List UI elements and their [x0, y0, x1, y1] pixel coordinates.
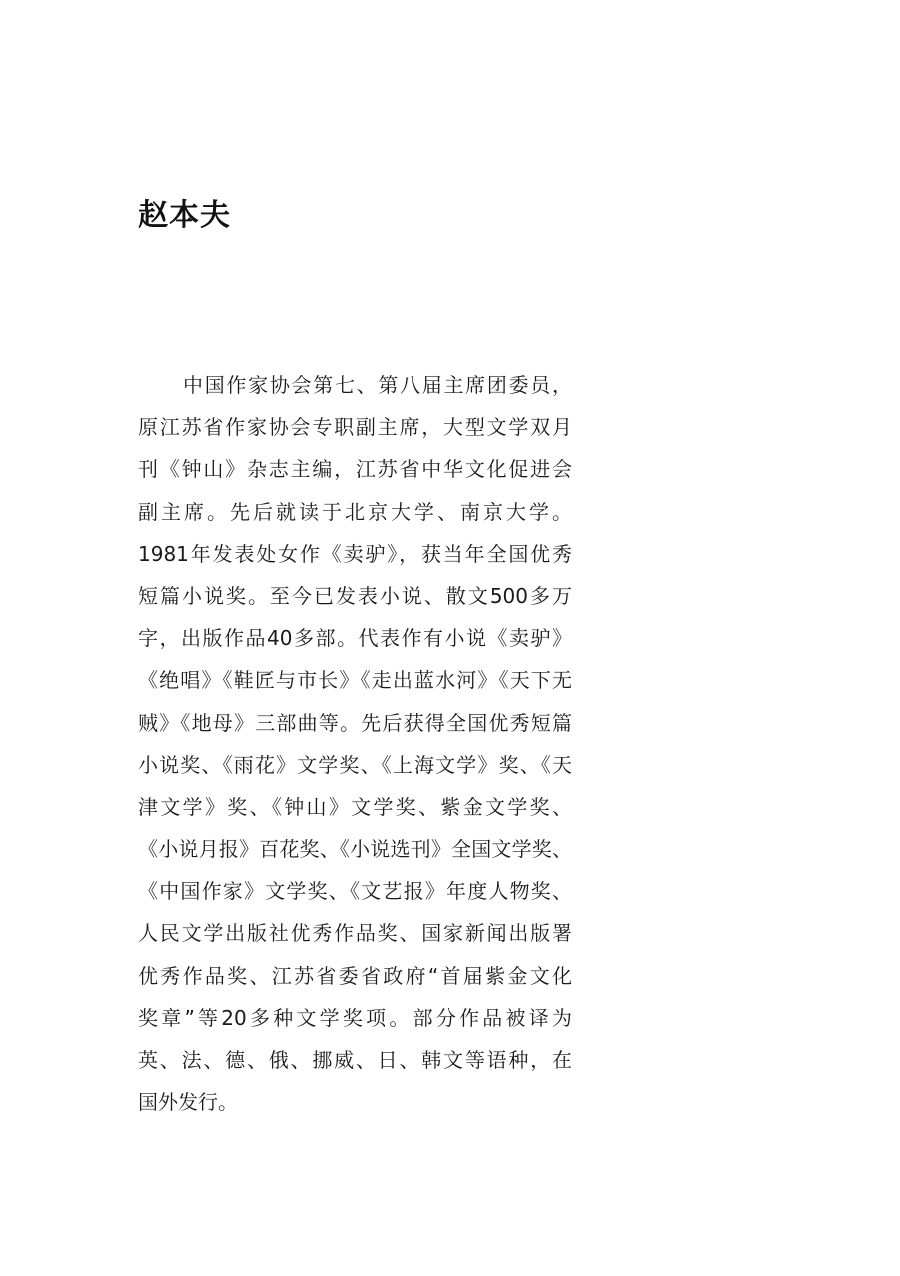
- bio-line: 津文学》奖、《钟山》文学奖、紫金文学奖、: [138, 794, 572, 819]
- bio-line: 贼》《地母》三部曲等。先后获得全国优秀短篇: [138, 710, 572, 735]
- bio-line: 字，出版作品40多部。代表作有小说《卖驴》: [138, 626, 572, 651]
- page-title: 赵本夫: [138, 198, 231, 233]
- bio-line: 英、法、德、俄、挪威、日、韩文等语种，在: [138, 1048, 572, 1072]
- bio-line: 短篇小说奖。至今已发表小说、散文500多万: [138, 583, 572, 608]
- bio-line: 1981年发表处女作《卖驴》，获当年全国优秀: [138, 541, 572, 566]
- bio-line: 优秀作品奖、江苏省委省政府“首届紫金文化: [138, 963, 572, 988]
- bio-line: 人民文学出版社优秀作品奖、国家新闻出版署: [138, 921, 572, 946]
- bio-line: 《中国作家》文学奖、《文艺报》年度人物奖、: [138, 879, 572, 904]
- bio-line: 《绝唱》《鞋匠与市长》《走出蓝水河》《天下无: [138, 668, 572, 693]
- bio-line: 《小说月报》百花奖、《小说选刊》全国文学奖、: [138, 837, 572, 862]
- bio-line: 小说奖、《雨花》文学奖、《上海文学》奖、《天: [138, 752, 572, 777]
- bio-line: 奖章”等20多种文学奖项。部分作品被译为: [138, 1005, 572, 1030]
- bio-line: 副主席。先后就读于北京大学、南京大学。: [138, 499, 572, 524]
- bio-paragraph: [138, 364, 572, 1123]
- bio-line: 刊《钟山》杂志主编，江苏省中华文化促进会: [138, 457, 572, 482]
- bio-line: 国外发行。: [138, 1090, 238, 1115]
- bio-line: 原江苏省作家协会专职副主席，大型文学双月: [138, 415, 572, 440]
- bio-line: 中国作家协会第七、第八届主席团委员，: [183, 373, 572, 397]
